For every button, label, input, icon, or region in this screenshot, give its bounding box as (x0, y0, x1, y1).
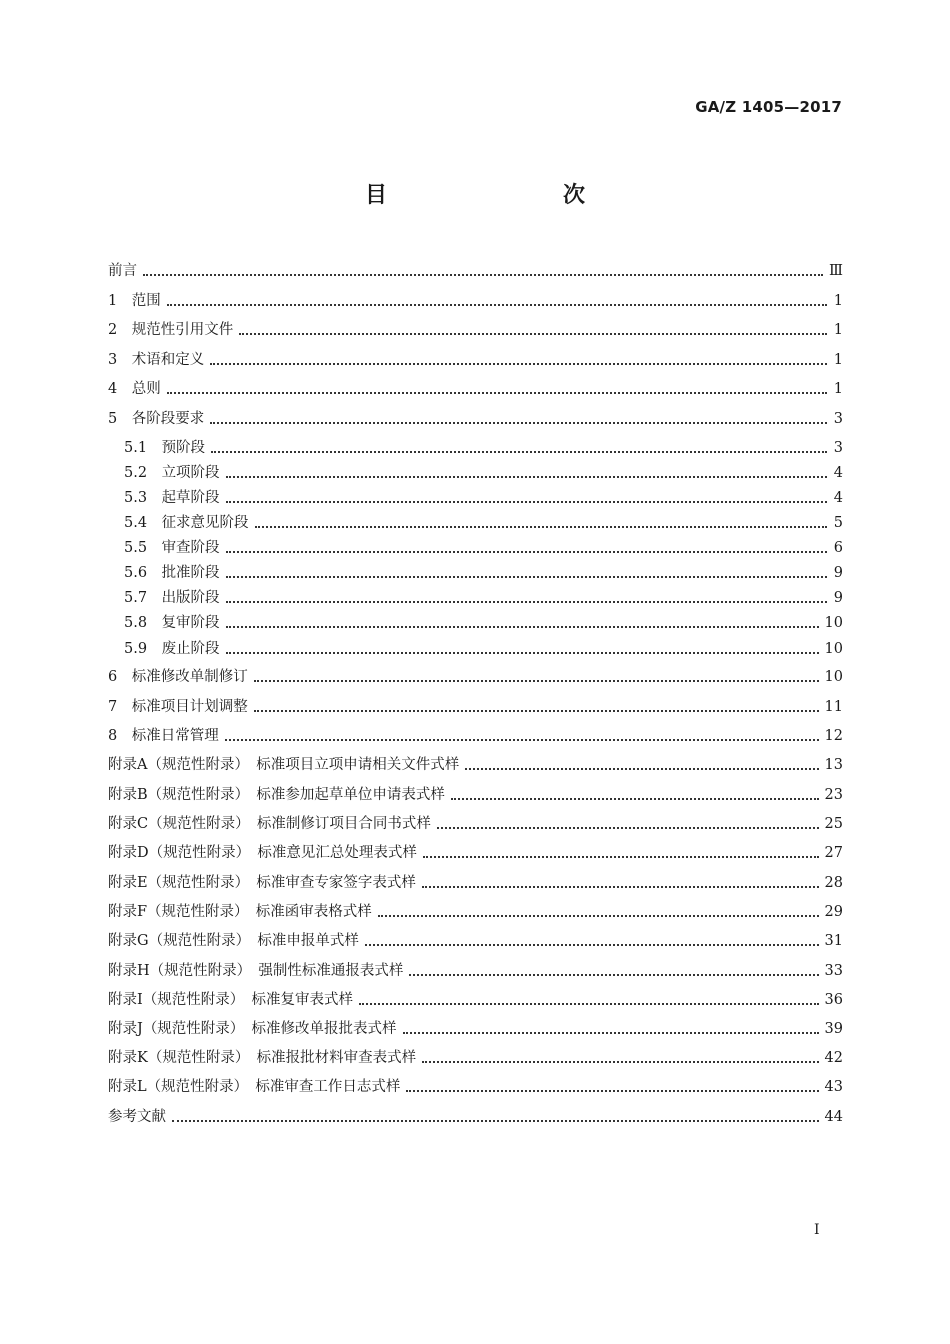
toc-entry-page: 43 (824, 1079, 843, 1095)
toc-entry-title: 附录I（规范性附录） 标准复审表式样 (108, 992, 353, 1008)
toc-entry-page: 12 (824, 728, 843, 744)
toc-entry-title: 标准项目计划调整 (131, 699, 248, 715)
toc-leader-dots (409, 973, 818, 976)
toc-entry-title: 附录K（规范性附录） 标准报批材料审查表式样 (108, 1050, 417, 1066)
toc-entry-number: 5.4 (124, 515, 162, 531)
toc-entry[interactable] (108, 288, 843, 310)
toc-entry-number: 5.6 (124, 565, 162, 581)
toc-entry[interactable] (124, 636, 843, 658)
toc-entry[interactable] (108, 1045, 843, 1067)
toc-entry[interactable] (108, 899, 843, 921)
toc-leader-dots (422, 1060, 818, 1063)
toc-entry-title: 附录H（规范性附录） 强制性标准通报表式样 (108, 963, 404, 979)
toc-entry-page: 4 (833, 465, 843, 481)
toc-entry-title: 附录C（规范性附录） 标准制修订项目合同书式样 (108, 816, 431, 832)
toc-leader-dots (254, 709, 819, 712)
toc-entry[interactable] (108, 376, 843, 398)
toc-entry[interactable] (108, 928, 843, 950)
toc-entry-number: 5.9 (124, 641, 162, 657)
toc-entry-page: 28 (824, 875, 843, 891)
toc-entry-number: 5.5 (124, 540, 162, 556)
toc-leader-dots (210, 421, 827, 424)
toc-entry-title: 废止阶段 (161, 641, 220, 657)
toc-entry-number: 2 (108, 322, 132, 338)
toc-entry-page: 3 (833, 440, 843, 456)
toc-leader-dots (239, 332, 827, 335)
toc-entry[interactable] (108, 958, 843, 980)
toc-leader-dots (437, 826, 819, 829)
toc-entry[interactable] (108, 1016, 843, 1038)
toc-leader-dots (403, 1031, 819, 1034)
toc-leader-dots (211, 450, 827, 453)
toc-entry-title: 规范性引用文件 (131, 322, 234, 338)
toc-entry-page: 1 (833, 322, 843, 338)
toc-entry[interactable] (108, 987, 843, 1009)
toc-entry-page: 4 (833, 490, 843, 506)
toc-entry-title: 附录G（规范性附录） 标准申报单式样 (108, 933, 359, 949)
toc-leader-dots (255, 525, 827, 528)
toc-leader-dots (225, 738, 819, 741)
toc-entry[interactable] (124, 485, 843, 507)
toc-entry[interactable] (124, 585, 843, 607)
toc-entry[interactable] (108, 723, 843, 745)
toc-entry-number: 7 (108, 699, 132, 715)
toc-entry-number: 5.3 (124, 490, 162, 506)
toc-entry-title: 附录L（规范性附录） 标准审查工作日志式样 (108, 1079, 401, 1095)
toc-entry[interactable] (108, 782, 843, 804)
toc-entry-page: 1 (833, 381, 843, 397)
toc-leader-dots (465, 767, 818, 770)
toc-entry-page: 11 (824, 699, 843, 715)
toc-entry-page: 10 (824, 669, 843, 685)
toc-entry[interactable] (108, 1104, 843, 1126)
toc-entry-title: 参考文献 (108, 1109, 166, 1125)
toc-entry[interactable] (108, 406, 843, 428)
toc-entry-page: 9 (833, 565, 843, 581)
toc-leader-dots (365, 943, 819, 946)
toc-entry-page: 44 (824, 1109, 843, 1125)
toc-entry-page: 39 (824, 1021, 843, 1037)
toc-entry[interactable] (108, 752, 843, 774)
toc-leader-dots (359, 1002, 819, 1005)
toc-entry-title: 复审阶段 (161, 615, 220, 631)
toc-entry[interactable] (124, 460, 843, 482)
toc-entry-number: 4 (108, 381, 132, 397)
toc-leader-dots (422, 885, 819, 888)
toc-entry-number: 5.8 (124, 615, 162, 631)
toc-entry-page: Ⅲ (829, 263, 843, 279)
toc-leader-dots (143, 273, 823, 276)
toc-entry-title: 总则 (131, 381, 161, 397)
toc-entry[interactable] (108, 1074, 843, 1096)
toc-entry[interactable] (124, 560, 843, 582)
toc-entry[interactable] (108, 840, 843, 862)
toc-entry-page: 36 (824, 992, 843, 1008)
toc-entry-title: 出版阶段 (161, 590, 220, 606)
toc-entry[interactable] (124, 510, 843, 532)
toc-entry-page: 31 (824, 933, 843, 949)
toc-entry-title: 起草阶段 (161, 490, 220, 506)
toc-entry-page: 27 (824, 845, 843, 861)
toc-entry-title: 附录D（规范性附录） 标准意见汇总处理表式样 (108, 845, 417, 861)
toc-entry-number: 6 (108, 669, 132, 685)
toc-entry-title: 范围 (131, 293, 161, 309)
toc-leader-dots (226, 475, 827, 478)
toc-leader-dots (167, 391, 827, 394)
toc-entry-page: 1 (833, 293, 843, 309)
toc-entry-title: 立项阶段 (161, 465, 220, 481)
toc-entry-title: 标准修改单制修订 (131, 669, 248, 685)
toc-entry-number: 1 (108, 293, 132, 309)
page-number: I (814, 1222, 820, 1238)
toc-leader-dots (210, 362, 827, 365)
toc-entry-number: 5 (108, 411, 132, 427)
toc-leader-dots (172, 1119, 819, 1122)
toc-entry[interactable] (108, 258, 843, 280)
toc-entry[interactable] (124, 435, 843, 457)
toc-entry-title: 标准日常管理 (131, 728, 219, 744)
toc-entry-title: 附录A（规范性附录） 标准项目立项申请相关文件式样 (108, 757, 460, 773)
toc-entry-title: 附录E（规范性附录） 标准审查专家签字表式样 (108, 875, 416, 891)
toc-entry-page: 23 (824, 787, 843, 803)
toc-leader-dots (451, 797, 819, 800)
toc-entry-number: 5.2 (124, 465, 162, 481)
toc-entry-title: 征求意见阶段 (161, 515, 249, 531)
toc-leader-dots (423, 855, 819, 858)
toc-leader-dots (406, 1089, 818, 1092)
toc-leader-dots (226, 625, 819, 628)
toc-entry-number: 5.1 (124, 440, 162, 456)
toc-entry-title: 审查阶段 (161, 540, 220, 556)
toc-entry-title: 各阶段要求 (131, 411, 205, 427)
standard-code: GA/Z 1405—2017 (695, 98, 842, 116)
toc-leader-dots (254, 679, 819, 682)
toc-leader-dots (167, 303, 827, 306)
toc-entry-title: 术语和定义 (131, 352, 205, 368)
toc-entry-number: 3 (108, 352, 132, 368)
toc-entry-page: 3 (833, 411, 843, 427)
toc-entry-page: 33 (824, 963, 843, 979)
toc-leader-dots (226, 575, 827, 578)
toc-entry-page: 1 (833, 352, 843, 368)
toc-entry[interactable] (124, 535, 843, 557)
toc-entry[interactable] (108, 694, 843, 716)
toc-entry[interactable] (108, 317, 843, 339)
toc-entry-title: 批准阶段 (161, 565, 220, 581)
toc-entry[interactable] (108, 347, 843, 369)
toc-entry-number: 8 (108, 728, 132, 744)
toc-entry-title: 附录F（规范性附录） 标准函审表格式样 (108, 904, 372, 920)
toc-entry-page: 5 (833, 515, 843, 531)
toc-leader-dots (226, 600, 827, 603)
toc-entry-page: 29 (824, 904, 843, 920)
toc-title: 目 次 (364, 183, 629, 208)
toc-entry-page: 10 (824, 615, 843, 631)
toc-entry-number: 5.7 (124, 590, 162, 606)
toc-entry-page: 42 (824, 1050, 843, 1066)
toc-entry-page: 9 (833, 590, 843, 606)
toc-entry[interactable] (108, 870, 843, 892)
toc-entry-title: 附录J（规范性附录） 标准修改单报批表式样 (108, 1021, 397, 1037)
toc-leader-dots (226, 651, 819, 654)
toc-entry[interactable] (108, 664, 843, 686)
toc-entry-title: 前言 (108, 263, 137, 279)
toc-entry[interactable] (124, 610, 843, 632)
toc-leader-dots (226, 500, 827, 503)
toc-entry[interactable] (108, 811, 843, 833)
toc-entry-page: 10 (824, 641, 843, 657)
toc-entry-page: 6 (833, 540, 843, 556)
toc-entry-title: 附录B（规范性附录） 标准参加起草单位申请表式样 (108, 787, 445, 803)
toc-leader-dots (226, 550, 827, 553)
toc-entry-page: 25 (824, 816, 843, 832)
toc-leader-dots (378, 914, 819, 917)
toc-entry-page: 13 (824, 757, 843, 773)
toc-entry-title: 预阶段 (161, 440, 206, 456)
